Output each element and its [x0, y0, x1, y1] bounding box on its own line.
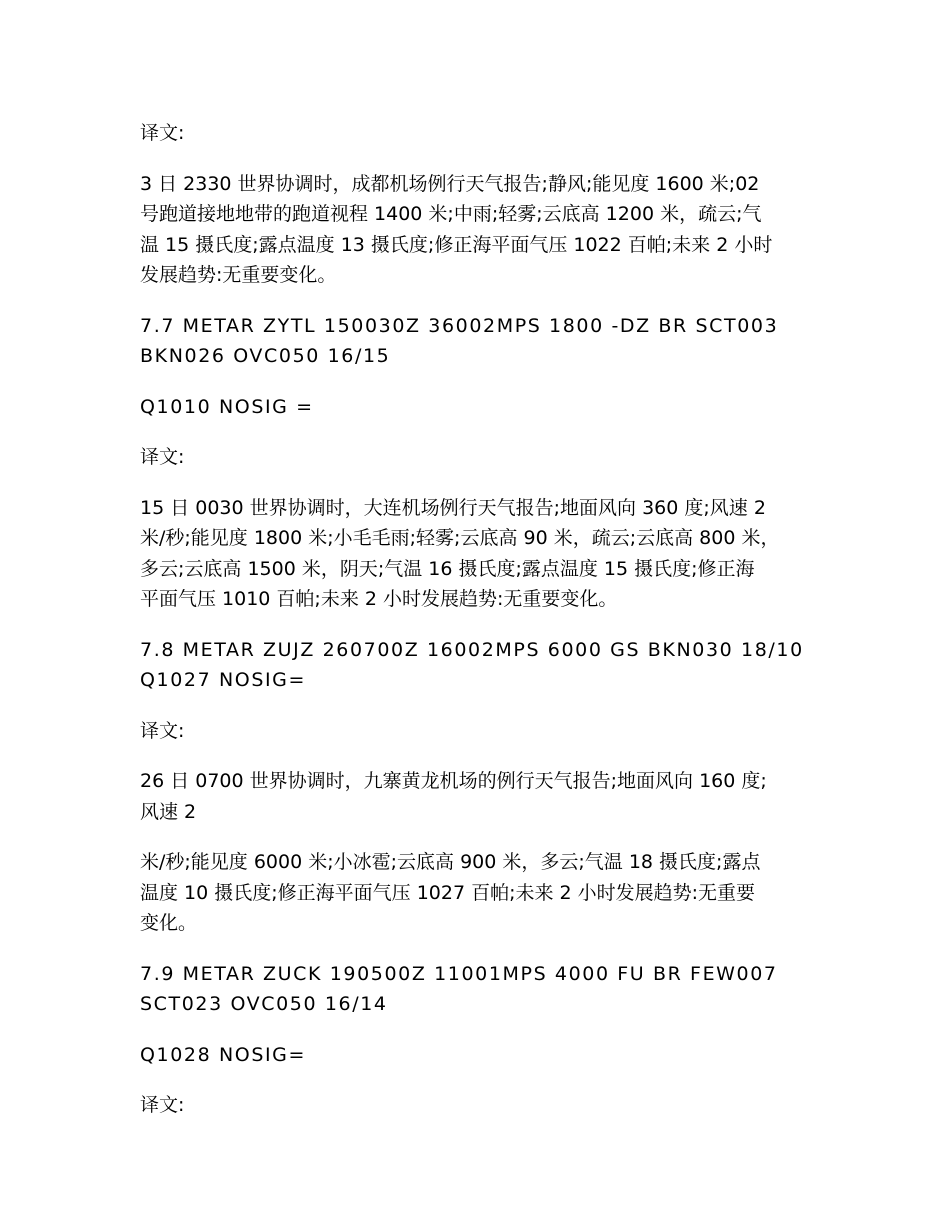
metar-report-7-7-continued — [140, 392, 830, 423]
text-line: 米/秒;能见度 1800 米;小毛毛雨;轻雾;云底高 90 米，疏云;云底高 800 米， — [140, 527, 780, 549]
text-line: 译文: — [140, 1094, 185, 1116]
text-line: 7.8 METAR ZUJZ 260700Z 16002MPS 6000 GS BKN030 18/10 — [140, 638, 804, 661]
text-line: 温度 10 摄氏度;修正海平面气压 1027 百帕;未来 2 小时发展趋势:无重要 — [140, 881, 756, 904]
translation-paragraph-jiuzhai — [140, 766, 830, 827]
text-line: 译文: — [140, 122, 185, 144]
text-line: BKN026 OVC050 16/15 — [140, 345, 391, 367]
translation-label — [140, 442, 830, 473]
text-line: 温 15 摄氏度;露点温度 13 摄氏度;修正海平面气压 1022 百帕;未来 2 小时 — [140, 233, 773, 256]
metar-report-7-7 — [140, 311, 830, 372]
metar-report-7-9 — [140, 959, 830, 1020]
document-page — [140, 118, 830, 1141]
text-line: Q1027 NOSIG= — [140, 669, 307, 691]
text-line: 26 日 0700 世界协调时，九寨黄龙机场的例行天气报告;地面风向 160 度; — [140, 770, 767, 792]
metar-report-7-8 — [140, 635, 830, 696]
translation-label — [140, 1090, 830, 1121]
translation-paragraph-chengdu — [140, 169, 830, 291]
metar-report-7-9-continued — [140, 1040, 830, 1071]
text-line: 号跑道接地地带的跑道视程 1400 米;中雨;轻雾;云底高 1200 米，疏云;气 — [140, 203, 762, 225]
translation-paragraph-jiuzhai-continued — [140, 847, 830, 939]
translation-label — [140, 118, 830, 149]
text-line: 译文: — [140, 719, 185, 742]
text-line: 译文: — [140, 446, 185, 468]
text-line: 多云;云底高 1500 米，阴天;气温 16 摄氏度;露点温度 15 摄氏度;修正海 — [140, 557, 755, 580]
text-line: 变化。 — [140, 912, 198, 934]
translation-label — [140, 716, 830, 747]
text-line: 风速 2 — [140, 800, 197, 823]
text-line: Q1028 NOSIG= — [140, 1043, 307, 1066]
text-line: 3 日 2330 世界协调时，成都机场例行天气报告;静风;能见度 1600 米;02 — [140, 172, 760, 195]
text-line: 平面气压 1010 百帕;未来 2 小时发展趋势:无重要变化。 — [140, 588, 618, 610]
translation-paragraph-dalian — [140, 493, 830, 615]
text-line: 7.9 METAR ZUCK 190500Z 11001MPS 4000 FU BR FEW007 — [140, 962, 778, 985]
text-line: SCT023 OVC050 16/14 — [140, 993, 388, 1015]
text-line: Q1010 NOSIG = — [140, 395, 314, 418]
text-line: 发展趋势:无重要变化。 — [140, 264, 337, 286]
text-line: 米/秒;能见度 6000 米;小冰雹;云底高 900 米，多云;气温 18 摄氏度;露点 — [140, 851, 761, 873]
text-line: 7.7 METAR ZYTL 150030Z 36002MPS 1800 -DZ BR SCT003 — [140, 314, 779, 337]
text-line: 15 日 0030 世界协调时，大连机场例行天气报告;地面风向 360 度;风速 2 — [140, 496, 766, 519]
